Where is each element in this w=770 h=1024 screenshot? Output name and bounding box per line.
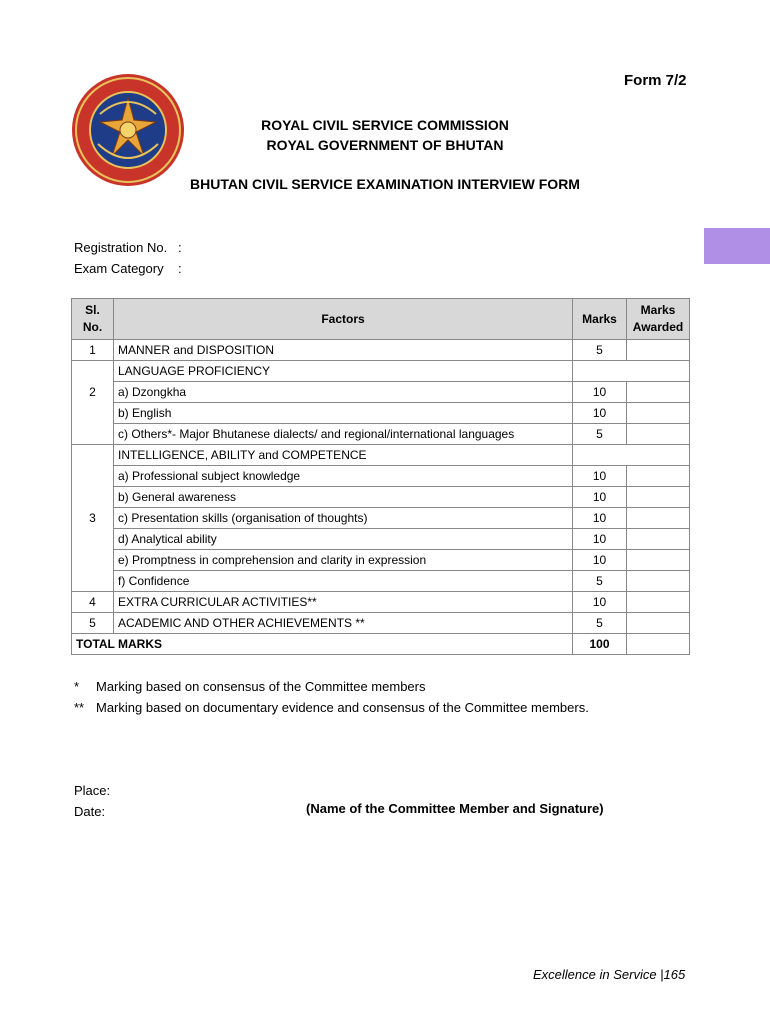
table-row [72,361,690,382]
table-row [72,403,690,424]
row-factor: c) Others*- Major Bhutanese dialects/ and regional/international languages [114,424,573,445]
footnote-2 [74,697,589,718]
table-row [72,613,690,634]
side-tab-marker[interactable] [704,228,770,264]
commission-line-2: ROYAL GOVERNMENT OF BHUTAN [266,137,504,153]
row-sl-no: 2 [72,382,114,403]
committee-signature-label: (Name of the Committee Member and Signature) [306,801,604,816]
row-marks-awarded[interactable] [627,487,690,508]
row-factor: d) Analytical ability [114,529,573,550]
footnotes [74,676,589,718]
header-marks-awarded: Marks Awarded [627,299,690,340]
exam-form-title: BHUTAN CIVIL SERVICE EXAMINATION INTERVIEW FORM [190,176,580,192]
row-sl-no: 5 [72,613,114,634]
date-label: Date: [74,804,106,819]
row-marks [573,445,627,466]
commission-line-1: ROYAL CIVIL SERVICE COMMISSION [261,117,509,133]
row-marks: 10 [573,382,627,403]
row-marks-awarded[interactable] [627,550,690,571]
header-marks: Marks [573,299,627,340]
row-marks: 5 [573,613,627,634]
table-row [72,550,690,571]
total-awarded[interactable] [627,634,690,655]
row-factor: e) Promptness in comprehension and clarity in expression [114,550,573,571]
table-row [72,571,690,592]
row-sl-no [72,361,114,382]
table-row [72,340,690,361]
row-marks: 10 [573,529,627,550]
row-marks-awarded[interactable] [627,529,690,550]
row-marks-awarded[interactable] [627,403,690,424]
row-marks [573,361,627,382]
row-marks: 10 [573,403,627,424]
row-marks: 10 [573,466,627,487]
row-marks-awarded[interactable] [627,445,690,466]
row-marks-awarded[interactable] [627,361,690,382]
row-sl-no [72,445,114,466]
row-factor: INTELLIGENCE, ABILITY and COMPETENCE [114,445,573,466]
table-body [72,340,690,655]
footnote-1-text: Marking based on consensus of the Committee members [96,679,426,694]
table-row [72,487,690,508]
row-sl-no: 3 [72,508,114,529]
registration-no-label: Registration No. : [74,240,182,255]
page-footer: Excellence in Service |165 [533,967,686,982]
row-factor: a) Professional subject knowledge [114,466,573,487]
total-label: TOTAL MARKS [72,634,573,655]
row-marks-awarded[interactable] [627,466,690,487]
total-value: 100 [573,634,627,655]
row-factor: LANGUAGE PROFICIENCY [114,361,573,382]
row-factor: a) Dzongkha [114,382,573,403]
row-marks: 5 [573,340,627,361]
row-sl-no [72,571,114,592]
header-factors: Factors [114,299,573,340]
place-date-block [74,780,110,822]
row-sl-no [72,487,114,508]
row-marks: 10 [573,487,627,508]
place-label: Place: [74,783,111,798]
row-sl-no [72,424,114,445]
row-factor: EXTRA CURRICULAR ACTIVITIES** [114,592,573,613]
row-sl-no [72,550,114,571]
row-sl-no: 4 [72,592,114,613]
table-row [72,592,690,613]
row-marks: 5 [573,424,627,445]
row-marks-awarded[interactable] [627,508,690,529]
row-factor: f) Confidence [114,571,573,592]
row-marks: 10 [573,550,627,571]
table-row [72,445,690,466]
footnote-2-text: Marking based on documentary evidence and consensus of the Committee members. [96,700,589,715]
footnote-1-mark: * [74,679,80,694]
row-marks-awarded[interactable] [627,613,690,634]
total-row [72,634,690,655]
row-marks-awarded[interactable] [627,424,690,445]
row-factor: b) English [114,403,573,424]
row-factor: b) General awareness [114,487,573,508]
row-marks-awarded[interactable] [627,571,690,592]
table-row [72,508,690,529]
row-factor: c) Presentation skills (organisation of thoughts) [114,508,573,529]
table-header-row [72,299,690,340]
footnote-2-mark: ** [74,700,85,715]
row-marks: 5 [573,571,627,592]
table-row [72,382,690,403]
footnote-1 [74,676,589,697]
row-marks-awarded[interactable] [627,340,690,361]
row-factor: MANNER and DISPOSITION [114,340,573,361]
row-marks: 10 [573,592,627,613]
row-sl-no [72,529,114,550]
row-marks: 10 [573,508,627,529]
table-row [72,529,690,550]
table-row [72,466,690,487]
row-marks-awarded[interactable] [627,592,690,613]
table-row [72,424,690,445]
row-marks-awarded[interactable] [627,382,690,403]
form-number: Form 7/2 [624,72,687,89]
row-sl-no: 1 [72,340,114,361]
row-sl-no [72,403,114,424]
interview-marks-table [71,298,690,655]
exam-category-label: Exam Category : [74,261,182,276]
row-factor: ACADEMIC AND OTHER ACHIEVEMENTS ** [114,613,573,634]
commission-heading [0,115,770,155]
row-sl-no [72,466,114,487]
candidate-fields [74,237,182,279]
header-sl-no: Sl. No. [72,299,114,340]
